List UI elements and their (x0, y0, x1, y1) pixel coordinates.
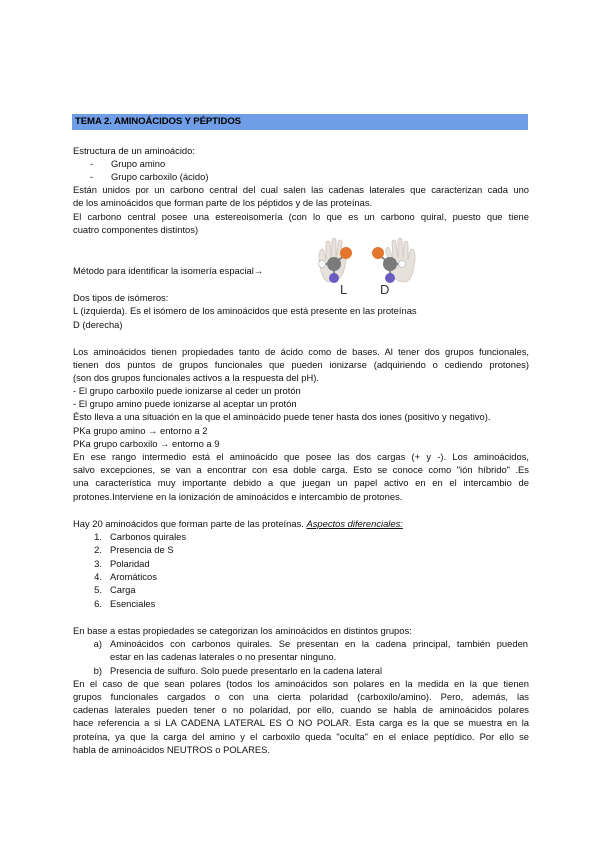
paragraph-line: - El grupo amino puede ionizarse al aceptar un protón (73, 398, 297, 409)
list-item: Esenciales (110, 598, 156, 609)
list-number: 1. (94, 531, 102, 542)
section-title-bar (72, 114, 528, 130)
paragraph-line: una característica muy importante debido a que juegan un papel activo en en el intercambio de (73, 477, 529, 488)
method-line: Método para identificar la isomería espacial→ (73, 265, 264, 276)
list-number: 4. (94, 571, 102, 582)
list-number: 6. (94, 598, 102, 609)
bullet-dash: - (90, 171, 94, 182)
paragraph-line: grupos funcionales cargados o con una cierta polaridad (carboxilo/amino). Pero, además, las (73, 691, 529, 702)
categories-intro: En base a estas propiedades se categorizan los aminoácidos en distintos grupos: (73, 625, 412, 636)
paragraph-line: hace referencia a si LA CADENA LATERAL ES O NO POLAR. Esta carga es la que se muestra en la (73, 717, 529, 728)
isomer-l: L (izquierda). Es el isómero de los aminoácidos que está presente en las proteínas (73, 305, 417, 316)
label-l: L (340, 282, 348, 296)
list-item-line: estar en las cadenas laterales o no presentar ninguno. (110, 651, 337, 662)
list-item: Aromáticos (110, 571, 157, 582)
list-letter: b) (93, 665, 102, 676)
paragraph-line: Ésto lleva a una situación en la que el aminoácido puede tener hasta dos iones (positivo y negativo). (73, 411, 491, 422)
list-number: 3. (94, 558, 102, 569)
paragraph-line: El carbono central posee una estereoisomería (con lo que es un carbono quiral, puesto que tiene (73, 211, 529, 222)
paragraph-line: PKa grupo carboxilo → entorno a 9 (73, 438, 220, 449)
list-item: Grupo carboxilo (ácido) (111, 171, 209, 182)
paragraph-line: Están unidos por un carbono central del cual salen las cadenas laterales que caracterizan cada uno (73, 184, 529, 195)
paragraph-line: salvo excepciones, se van a encontrar con esa doble carga. Esto se conoce como "ión híbrido" .Es (73, 464, 529, 475)
list-letter: a) (93, 638, 102, 649)
list-number: 2. (94, 544, 102, 555)
label-d: D (380, 282, 390, 296)
isomers-intro: Dos tipos de isómeros: (73, 292, 169, 303)
paragraph-line: tienen dos puntos de grupos funcionales que pueden ionizarse (adquiriendo o cediendo protones) (73, 359, 529, 370)
paragraph-line: En el caso de que sean polares (todos los aminoácidos son polares en la medida en la que tienen (73, 678, 529, 689)
list-item-line: Presencia de sulfuro. Solo puede presentarlo en la cadena lateral (110, 665, 383, 676)
twenty-intro-text: Hay 20 aminoácidos que forman parte de las proteínas. (73, 518, 304, 529)
isomer-d: D (derecha) (73, 319, 123, 330)
paragraph-line: - El grupo carboxilo puede ionizarse al ceder un protón (73, 385, 301, 396)
list-number: 5. (94, 584, 102, 595)
paragraph-line: proteína, ya que la carga del amino y el carboxilo queda "oculta" en el enlace peptídico. Por ello se (73, 731, 529, 742)
paragraph-line: habla de aminoácidos NEUTROS o POLARES. (73, 744, 270, 755)
paragraph-line: cuatro componentes distintos) (73, 224, 199, 235)
list-item: Carbonos quirales (110, 531, 187, 542)
paragraph-line: En ese rango intermedio está el aminoácido que posee las dos cargas (+ y -). Los aminoácidos, (73, 451, 529, 462)
paragraph-line: de los aminoácidos que forman parte de los péptidos y de las proteínas. (73, 197, 373, 208)
section-title: TEMA 2. AMINOÁCIDOS Y PÉPTIDOS (75, 116, 241, 127)
twenty-intro (73, 517, 529, 530)
paragraph-line: Los aminoácidos tienen propiedades tanto de ácido como de bases. Al tener dos grupos funcionales, (73, 346, 529, 357)
paragraph-line: PKa grupo amino → entorno a 2 (73, 425, 208, 436)
bullet-dash: - (90, 158, 94, 169)
paragraph-line: (son dos grupos funcionales activos a la respuesta del pH). (73, 372, 319, 383)
list-item: Presencia de S (110, 544, 174, 555)
paragraph-line: cadenas laterales pueden tener o no polaridad, por ello, cuando se habla de aminoácidos polares (73, 704, 529, 715)
list-item: Grupo amino (111, 158, 166, 169)
list-item-line: Aminoácidos con carbonos quirales. Se presentan en la cadena principal, también pueden (110, 638, 528, 649)
aspectos-diferenciales-link: Aspectos diferenciales: (306, 518, 403, 529)
list-item: Carga (110, 584, 136, 595)
paragraph-line: protones.Interviene en la ionización de aminoácidos e intercambio de protones. (73, 491, 403, 502)
list-item: Polaridad (110, 558, 150, 569)
structure-intro: Estructura de un aminoácido: (73, 145, 195, 156)
